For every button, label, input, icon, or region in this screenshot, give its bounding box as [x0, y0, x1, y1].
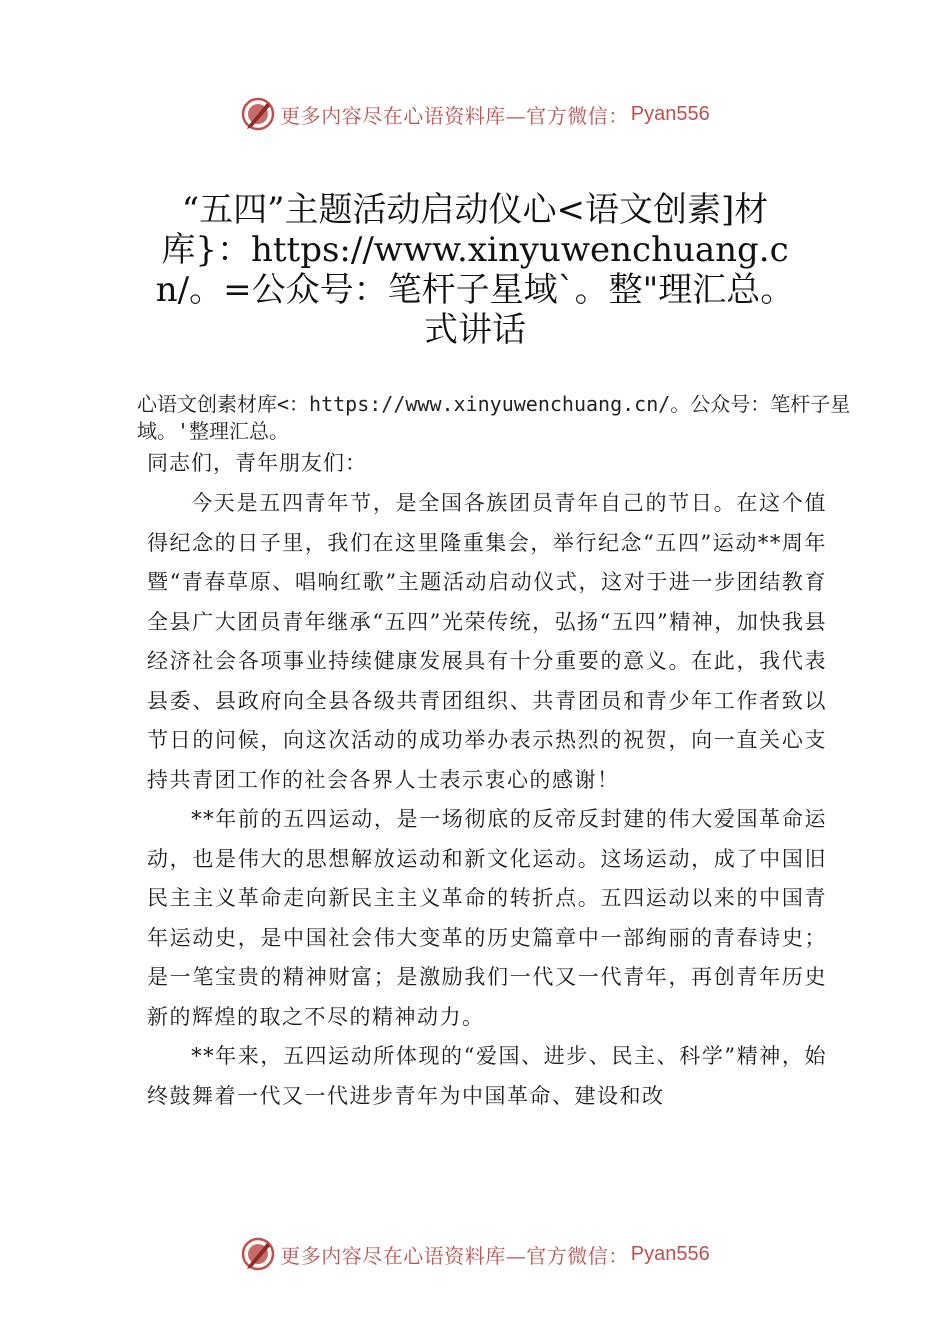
pen-logo-icon	[240, 1236, 276, 1272]
speech-body	[147, 484, 827, 1116]
paragraph: **年前的五四运动，是一场彻底的反帝反封建的伟大爱国革命运动，也是伟大的思想解放运动和新文化运动。这场运动，成了中国旧民主主义革命走向新民主主义革命的转折点。五四运动以来的中国青年运动史，是中国社会伟大变革的历史篇章中一部绚丽的青春诗史；是一笔宝贵的精神财富；是激励我们一代又一代青年，再创青年历史新的辉煌的取之不尽的精神动力。	[147, 807, 827, 1029]
greeting: 同志们，青年朋友们：	[147, 451, 367, 475]
footer-banner	[0, 1234, 950, 1274]
banner-text: 更多内容尽在心语资料库—官方微信：	[280, 1243, 629, 1268]
source-note: 心语文创素材库<：https://www.xinyuwenchuang.cn/。公众号：笔杆子星域。'整理汇总。	[137, 392, 851, 443]
banner-wechat-id: Pyan556	[630, 102, 710, 125]
banner-text: 更多内容尽在心语资料库—官方微信：	[280, 103, 629, 128]
banner-wechat-id: Pyan556	[630, 1242, 710, 1265]
document-title: “五四”主题活动启动仪心<语文创素]材库}：https://www.xinyuwenchuang.cn/。=公众号：笔杆子星域`。整"理汇总。式讲话	[155, 190, 795, 350]
pen-logo-icon	[240, 96, 276, 132]
paragraph: 今天是五四青年节，是全国各族团员青年自己的节日。在这个值得纪念的日子里，我们在这里隆重集会，举行纪念“五四”运动**周年暨“青春草原、唱响红歌”主题活动启动仪式，这对于进一步团结教育全县广大团员青年继承“五四”光荣传统，弘扬“五四”精神，加快我县经济社会各项事业持续健康发展具有十分重要的意义。在此，我代表县委、县政府向全县各级共青团组织、共青团员和青少年工作者致以节日的问候，向这次活动的成功举办表示热烈的祝贺，向一直关心支持共青团工作的社会各界人士表示衷心的感谢！	[147, 491, 827, 792]
header-banner	[0, 94, 950, 134]
paragraph: **年来，五四运动所体现的“爱国、进步、民主、科学”精神，始终鼓舞着一代又一代进步青年为中国革命、建设和改	[147, 1044, 827, 1108]
